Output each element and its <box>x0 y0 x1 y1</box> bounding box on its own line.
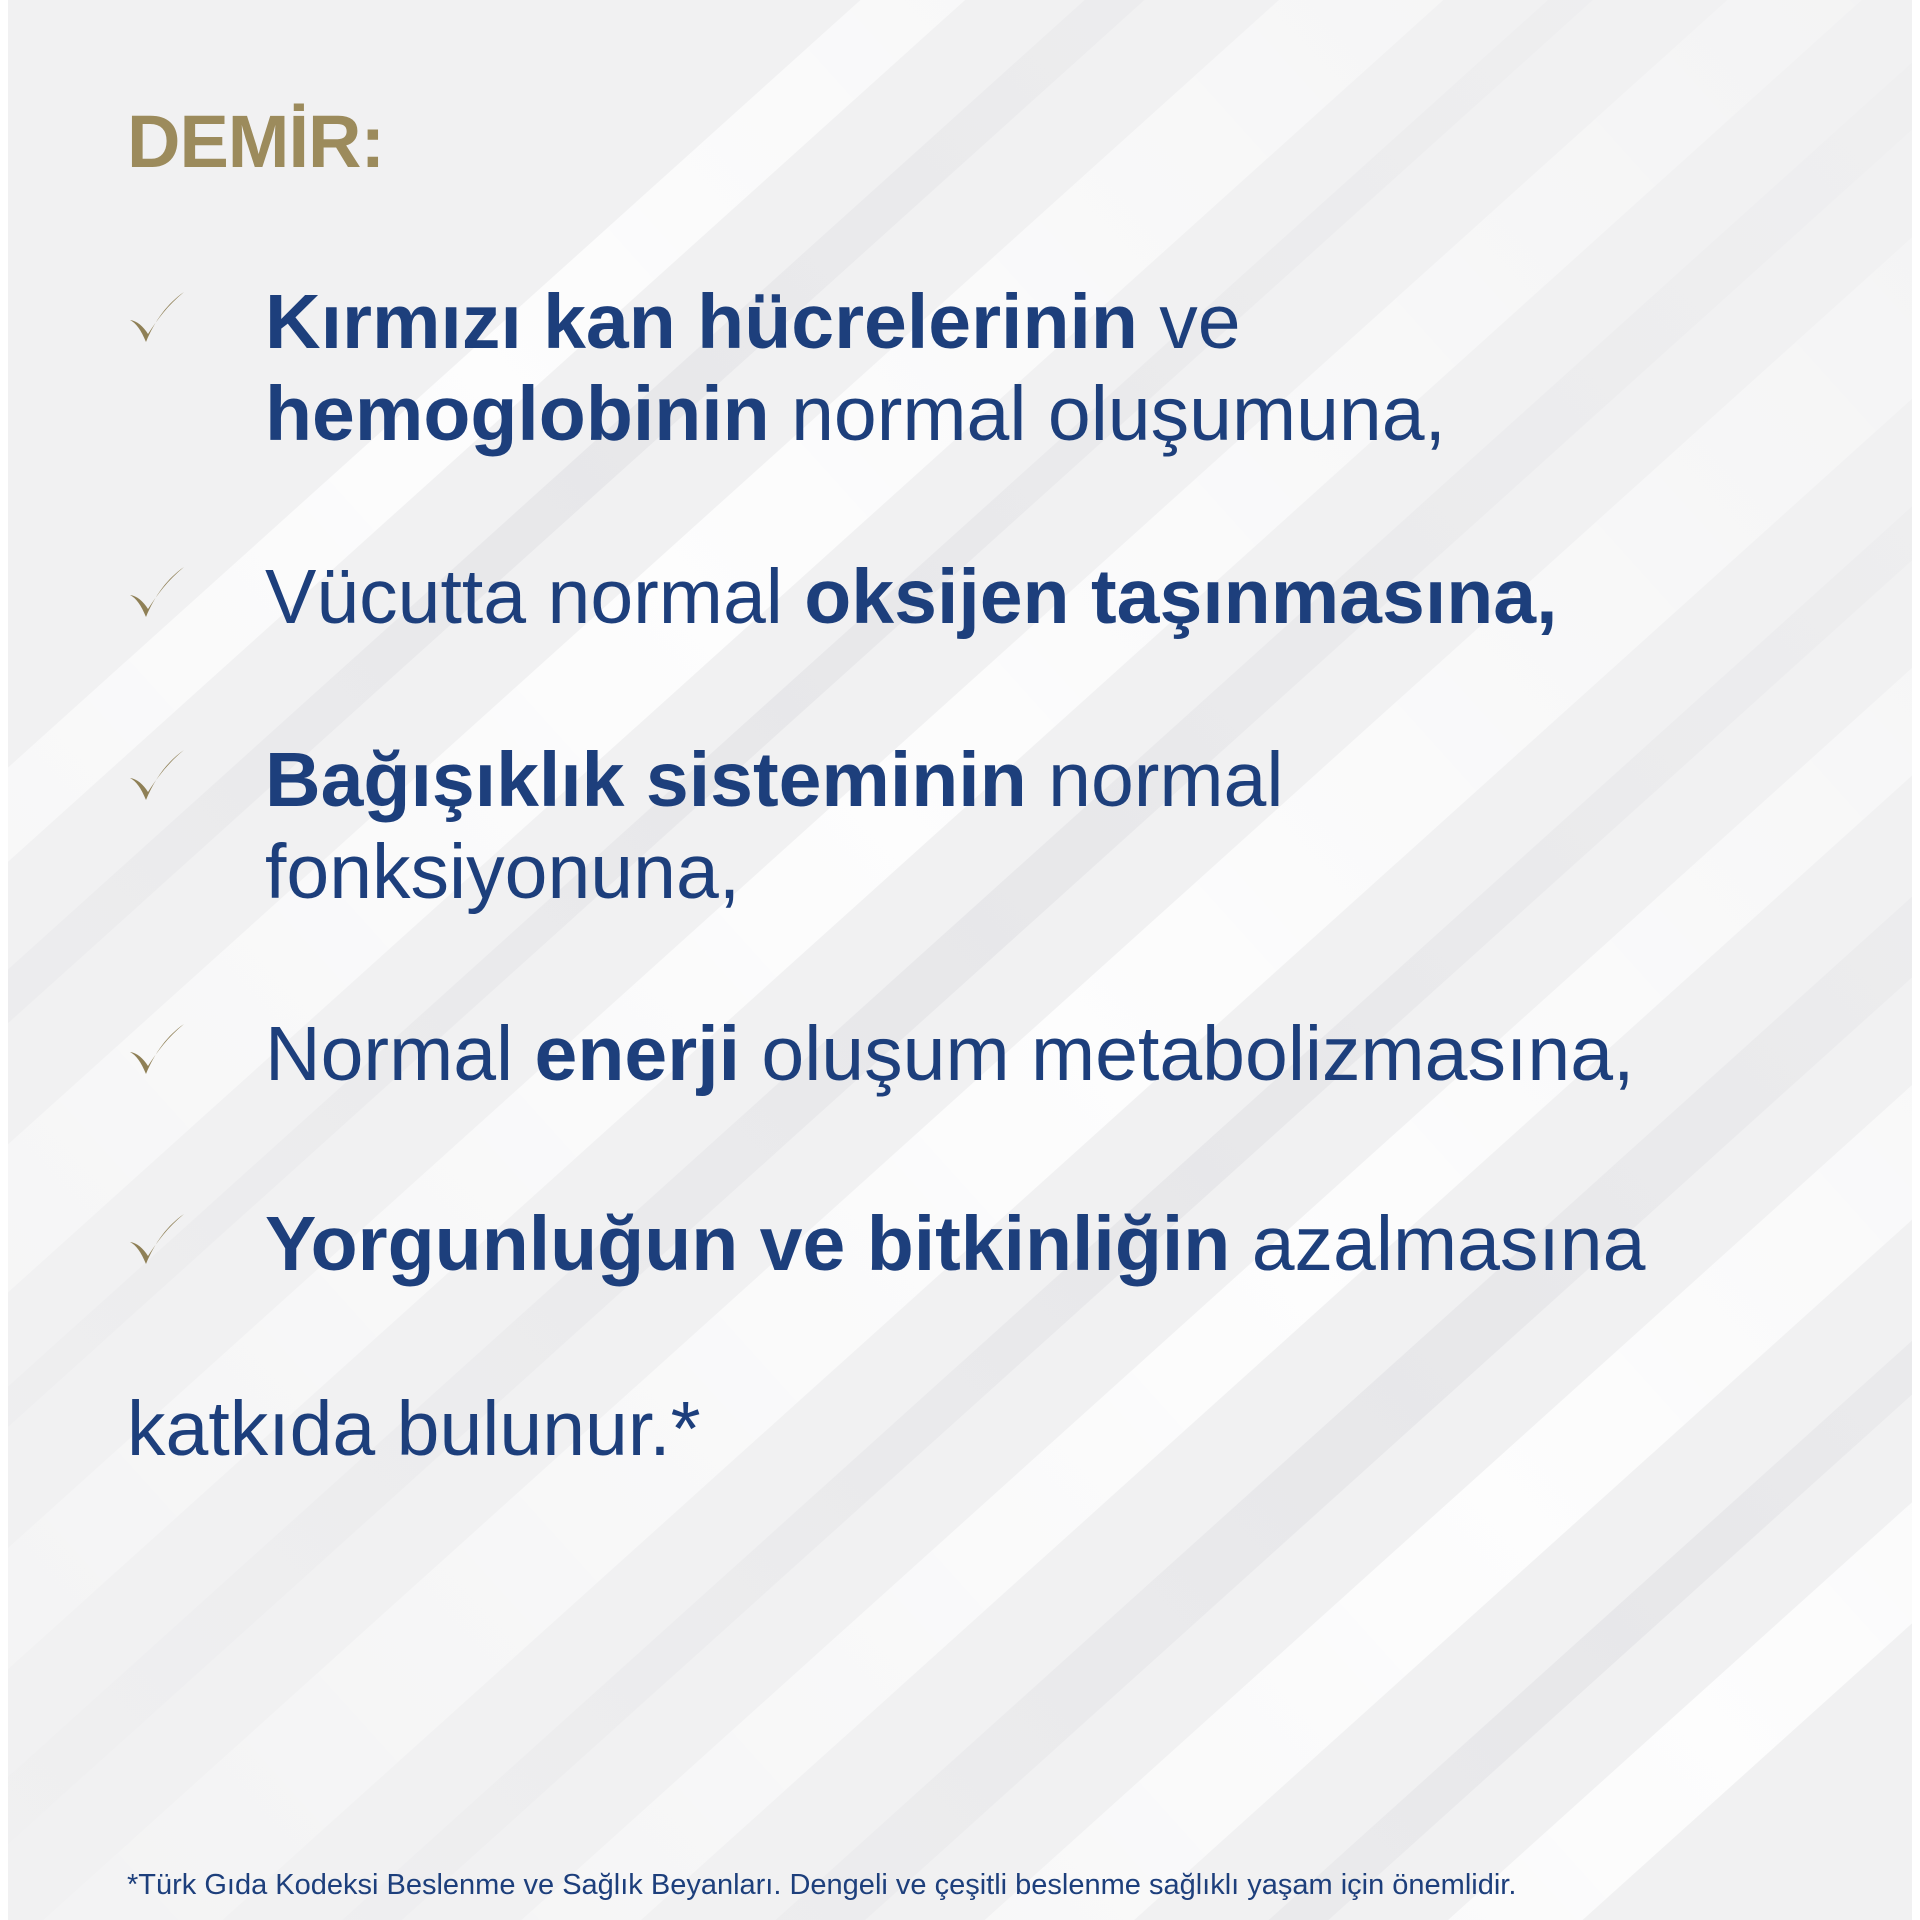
checkmark-icon <box>127 290 187 348</box>
checkmark-icon <box>127 748 187 806</box>
left-edge-border <box>0 0 8 1920</box>
checkmark-icon <box>127 1212 187 1270</box>
list-item-text-regular: Vücutta normal <box>265 554 805 640</box>
list-item-text-bold: Yorgunluğun ve bitkinliğin <box>265 1201 1231 1287</box>
list-item-text-regular: Normal <box>265 1011 535 1097</box>
list-item-text-regular: azalmasına <box>1230 1201 1646 1287</box>
checkmark-icon <box>127 565 187 623</box>
list-item-text <box>265 1008 1825 1100</box>
list-item-text-regular: normal <box>1026 737 1284 823</box>
page-title: DEMİR: <box>127 100 385 183</box>
list-item-text-bold: Kırmızı kan hücrelerinin <box>265 279 1138 365</box>
list-item-text-regular: normal oluşumuna, <box>769 371 1446 457</box>
list-item-text-bold: enerji <box>534 1011 740 1097</box>
list-item-text-regular: fonksiyonuna, <box>265 829 741 915</box>
list-item-text <box>265 734 1825 918</box>
list-item-text-bold: Bağışıklık sisteminin <box>265 737 1027 823</box>
list-item-text-bold: oksijen taşınmasına, <box>804 554 1558 640</box>
list-item-text-bold: hemoglobinin <box>265 371 770 457</box>
closing-statement: katkıda bulunur.* <box>127 1386 701 1472</box>
list-item-text-regular: oluşum metabolizmasına, <box>739 1011 1635 1097</box>
footnote-disclaimer: *Türk Gıda Kodeksi Beslenme ve Sağlık Beyanları. Dengeli ve çeşitli beslenme sağlıklı yaşam için önemlidir. <box>127 1869 1517 1901</box>
list-item-text <box>265 276 1825 460</box>
list-item-text-regular: ve <box>1137 279 1241 365</box>
right-edge-border <box>1912 0 1920 1920</box>
checkmark-icon <box>127 1022 187 1080</box>
list-item-text <box>265 551 1825 643</box>
list-item-text <box>265 1198 1825 1290</box>
